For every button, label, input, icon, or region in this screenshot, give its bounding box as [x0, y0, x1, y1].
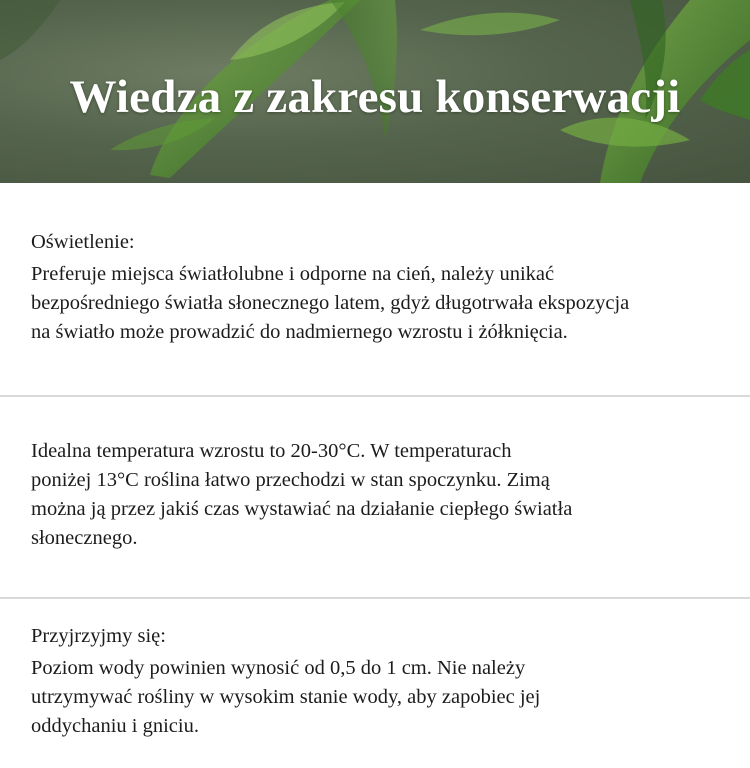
section-text-line: można ją przez jakiś czas wystawiać na działanie ciepłego światła [31, 498, 573, 520]
section-text-line: Idealna temperatura wzrostu to 20-30°C. W temperaturach [31, 440, 512, 462]
section-divider [0, 597, 750, 599]
header-banner [0, 0, 750, 183]
section-label: Przyjrzyjmy się: [31, 625, 166, 647]
temperature-section [31, 437, 736, 553]
section-text-line: na światło może prowadzić do nadmiernego wzrostu i żółknięcia. [31, 321, 568, 343]
section-text-line: słonecznego. [31, 527, 138, 549]
watering-section [31, 622, 736, 741]
page-title: Wiedza z zakresu konserwacji [69, 71, 681, 123]
section-text-line: utrzymywać rośliny w wysokim stanie wody, aby zapobiec jej [31, 686, 541, 708]
section-label: Oświetlenie: [31, 231, 135, 253]
section-text-line: Preferuje miejsca światłolubne i odporne na cień, należy unikać [31, 263, 555, 285]
section-text-line: poniżej 13°C roślina łatwo przechodzi w stan spoczynku. Zimą [31, 469, 550, 491]
section-text-line: oddychaniu i gniciu. [31, 715, 199, 737]
lighting-section [31, 228, 736, 347]
section-text-line: Poziom wody powinien wynosić od 0,5 do 1 cm. Nie należy [31, 657, 526, 679]
section-text-line: bezpośredniego światła słonecznego latem, gdyż długotrwała ekspozycja [31, 292, 630, 314]
section-divider [0, 395, 750, 397]
